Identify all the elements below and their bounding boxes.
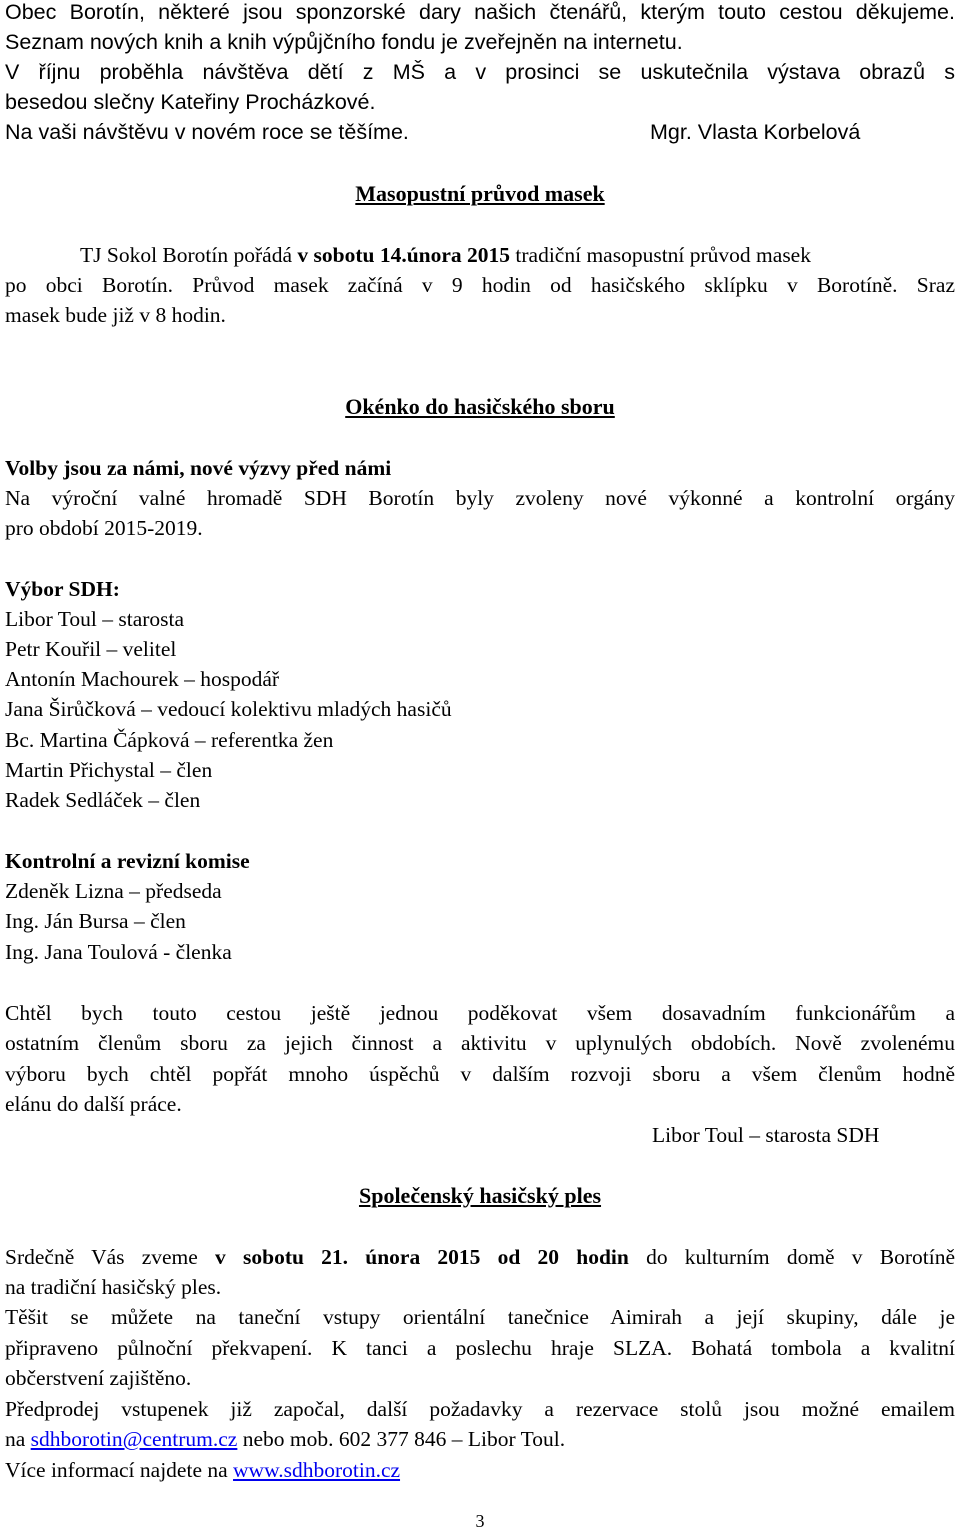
komise-member: Zdeněk Lizna – předseda xyxy=(5,879,222,903)
ples-line-4: připraveno půlnoční překvapení. K tanci a poslechu hraje SLZA. Bohatá tombola a kvalitní xyxy=(5,1336,955,1360)
vybor-member: Antonín Machourek – hospodář xyxy=(5,667,280,691)
ples-line-8 xyxy=(5,1455,955,1485)
library-text-line-4: besedou slečny Kateřiny Procházkové. xyxy=(5,90,376,114)
masopust-line-1 xyxy=(80,240,955,270)
hasici-subheading: Volby jsou za námi, nové výzvy před námi xyxy=(5,456,392,480)
vybor-member: Bc. Martina Čápková – referentka žen xyxy=(5,728,334,752)
ples-line-1 xyxy=(5,1242,955,1272)
komise-member: Ing. Ján Bursa – člen xyxy=(5,909,186,933)
ples-line-7 xyxy=(5,1424,955,1454)
website-link[interactable]: www.sdhborotin.cz xyxy=(233,1458,401,1482)
masopust-line-2: po obci Borotín. Průvod masek začíná v 9 hodin od hasičského sklípku v Borotíně. Sraz xyxy=(5,273,955,297)
library-text-line-1: Obec Borotín, některé jsou sponzorské dary našich čtenářů, kterým touto cestou děkujeme. xyxy=(5,0,955,24)
ples-line-5: občerstvení zajištěno. xyxy=(5,1366,192,1390)
ples-line-2: na tradiční hasičský ples. xyxy=(5,1275,222,1299)
hasici-line-2: pro období 2015-2019. xyxy=(5,516,203,540)
vybor-member: Radek Sedláček – člen xyxy=(5,788,201,812)
library-text-line-2: Seznam nových knih a knih výpůjčního fondu je zveřejněn na internetu. xyxy=(5,30,683,54)
ples-line-8-text: Více informací najdete na xyxy=(5,1458,234,1482)
vybor-member: Petr Kouřil – velitel xyxy=(5,637,177,661)
masopust-heading: Masopustní průvod masek xyxy=(355,181,605,206)
library-text-line-3: V říjnu proběhla návštěva dětí z MŠ a v prosinci se uskutečnila výstava obrazů s xyxy=(5,60,955,84)
hasici-signature: Libor Toul – starosta SDH xyxy=(652,1123,880,1147)
thanks-line-3: výboru bych chtěl popřát mnoho úspěchů v dalším rozvoji sboru a všem členům hodně xyxy=(5,1062,955,1086)
ples-line-7-tail: nebo mob. 602 377 846 – Libor Toul. xyxy=(237,1427,566,1451)
ples-line-7-text: na xyxy=(5,1427,31,1451)
ples-line-6: Předprodej vstupenek již započal, další požadavky a rezervace stolů jsou možné emailem xyxy=(5,1397,955,1421)
komise-member: Ing. Jana Toulová - členka xyxy=(5,940,232,964)
hasici-line-1: Na výroční valné hromadě SDH Borotín byly zvoleny nové výkonné a kontrolní orgány xyxy=(5,486,955,510)
masopust-line-1-tail: tradiční masopustní průvod masek xyxy=(510,243,811,267)
page-number: 3 xyxy=(475,1511,485,1531)
masopust-line-3: masek bude již v 8 hodin. xyxy=(5,303,226,327)
ples-date: v sobotu 21. února 2015 od 20 hodin xyxy=(215,1245,629,1269)
library-text-line-5: Na vaši návštěvu v novém roce se těšíme. xyxy=(5,120,409,144)
ples-heading: Společenský hasičský ples xyxy=(358,1183,602,1208)
thanks-line-4: elánu do další práce. xyxy=(5,1092,182,1116)
ples-line-1-tail: do kulturním domě v Borotíně xyxy=(628,1245,956,1269)
hasici-heading: Okénko do hasičského sboru xyxy=(345,394,615,419)
vybor-member: Jana Širůčková – vedoucí kolektivu mladých hasičů xyxy=(5,697,452,721)
ples-line-3: Těšit se můžete na taneční vstupy orientální tanečnice Aimirah a její skupiny, dále je xyxy=(5,1305,955,1329)
ples-line-1-text: Srdečně Vás zveme xyxy=(5,1245,216,1269)
thanks-line-1: Chtěl bych touto cestou ještě jednou poděkovat všem dosavadním funkcionářům a xyxy=(5,1001,955,1025)
thanks-line-2: ostatním členům sboru za jejich činnost a aktivitu v uplynulých obdobích. Nově zvolenému xyxy=(5,1031,955,1055)
vybor-title: Výbor SDH: xyxy=(5,577,120,601)
email-link[interactable]: sdhborotin@centrum.cz xyxy=(30,1427,238,1451)
vybor-member: Libor Toul – starosta xyxy=(5,607,185,631)
vybor-member: Martin Přichystal – člen xyxy=(5,758,213,782)
library-signature: Mgr. Vlasta Korbelová xyxy=(650,120,861,144)
komise-title: Kontrolní a revizní komise xyxy=(5,849,250,873)
masopust-line-1-text: TJ Sokol Borotín pořádá xyxy=(80,243,298,267)
masopust-date: v sobotu 14.února 2015 xyxy=(297,243,511,267)
